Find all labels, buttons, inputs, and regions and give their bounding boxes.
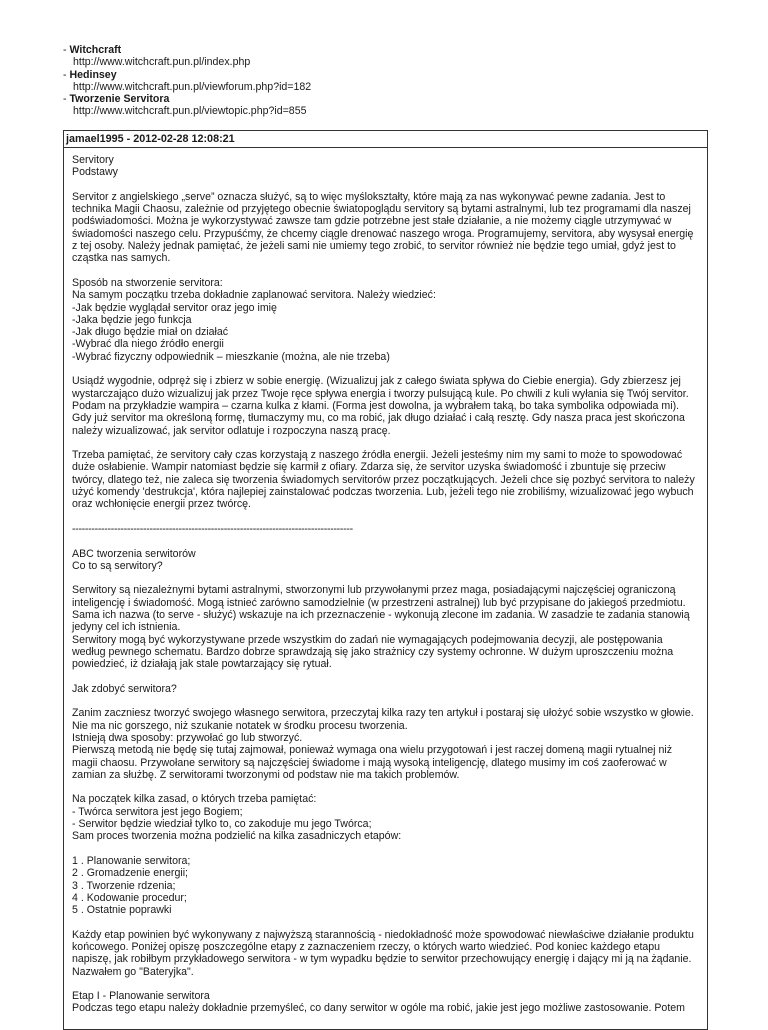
- breadcrumb-item: [63, 69, 703, 81]
- post-paragraph: Jak zdobyć serwitora?: [72, 682, 177, 695]
- breadcrumb-item: [63, 44, 703, 56]
- breadcrumb-title[interactable]: Tworzenie Servitora: [69, 93, 170, 106]
- breadcrumb-url[interactable]: http://www.witchcraft.pun.pl/viewtopic.php?id=855: [73, 105, 307, 118]
- post-paragraph: Trzeba pamiętać, że servitory cały czas korzystają z naszego źródła energii. Jeżeli jesteśmy nim my sami to może to spowodować duże osłabienie. Wampir natomiast będzie się karmił z ofiary. Zdarza się, że servitor uzyska świadomość i zbuntuje się przeciw twórcy, dlatego też, nie zaleca się tworzenia świadomych servitorów przez początkujących. Jeżeli chce się pozbyć servitora to należy użyć komendy 'destrukcja', która najlepiej zainstalować podczas tworzenia. Lub, jeżeli tego nie zrobiliśmy, wizualizować jego wybuch oraz wchłonięcie energii przez twórcę.: [72, 449, 695, 511]
- breadcrumb-url[interactable]: http://www.witchcraft.pun.pl/viewforum.php?id=182: [73, 80, 312, 93]
- post-paragraph: Zanim zaczniesz tworzyć swojego własnego serwitora, przeczytaj kilka razy ten artykuł i postaraj się ułożyć sobie wszystko w głowie. Nie ma nic gorszego, niż szukanie notatek w środku procesu tworzenia. Istnieją dwa sposoby: przywołać go lub stworzyć. Pierwszą metodą nie będę się tutaj zajmował, ponieważ wymaga ona wielu przygotowań i jest raczej domeną magii rytualnej niż magii chaosu. Przywołane serwitory są najczęściej świadome i mają wysoką inteligencję, dlatego musimy im coś zaoferować w zamian za służbę. Z serwitorami tworzonymi od podstaw nie ma takich problemów.: [72, 707, 694, 781]
- forum-post: [63, 130, 708, 1030]
- post-paragraph: Usiądź wygodnie, odpręż się i zbierz w sobie energię. (Wizualizuj jak z całego świata spływa do Ciebie energia). Gdy zbierzesz jej wystarczająco dużo wizualizuj jak przez Twoje ręce spływa energia i tworzy pulsującą kule. Po chwili z kuli wyłania się Twój servitor. Podam na przykładzie wampira – czarna kulka z kłami. (Forma jest dowolna, ja wybrałem taką, bo taka symbolika odpowiada mi). Gdy już servitor ma określoną formę, tłumaczymy mu, co ma robić, jak długo działać i całą resztę. Gdy nasza praca jest skończona należy wizualizować, jak servitor odlatuje i rozpoczyna naszą pracę.: [72, 375, 689, 437]
- post-paragraph: Etap I - Planowanie serwitora Podczas tego etapu należy dokładnie przemyśleć, co dany serwitor w ogóle ma robić, jakie jest jego możliwe zastosowanie. Potem: [72, 990, 685, 1015]
- post-paragraph: 1 . Planowanie serwitora; 2 . Gromadzenie energii; 3 . Tworzenie rdzenia; 4 . Kodowanie procedur; 5 . Ostatnie poprawki: [72, 854, 191, 917]
- breadcrumb-item: [63, 93, 703, 105]
- post-paragraph: Każdy etap powinien być wykonywany z najwyższą starannością - niedokładność może spowodować niewłaściwe działanie produktu końcowego. Poniżej opiszę poszczególne etapy z zaznaczeniem rzeczy, o których warto wiedzieć. Pod koniec każdego etapu napiszę, jak robiłbym przykładowego serwitora - w tym wypadku będzie to serwitor przechowujący energię i dający mi ją na żądanie. Nazwałem go "Bateryjka".: [72, 928, 694, 978]
- post-paragraph: Servitor z angielskiego „serve” oznacza służyć, są to więc myślokształty, które mają za nas wykonywać pewne zadania. Jest to technika Magii Chaosu, zależnie od przyjętego obecnie światopoglądu servitory są bytami astralnymi, lub tez programami dla naszej podświadomości. Można je wykorzystywać zawsze tam gdzie potrzebne jest stałe działanie, a nie możemy ciągle utrzymywać w świadomości naszego celu. Przypuśćmy, że chcemy ciągle drenować naszego wroga. Programujemy, servitora, aby wysysał energię z tej osoby. Należy jednak pamiętać, że jeżeli sami nie umiemy tego zrobić, to servitor również nie będzie tego umiał, gdyż jest to cząstka nas samych.: [72, 190, 694, 265]
- breadcrumb-prefix: -: [63, 93, 70, 106]
- divider-line: ---------------------------------------------------------------------------------------: [72, 522, 353, 535]
- post-paragraph: Na początek kilka zasad, o których trzeba pamiętać: - Twórca serwitora jest jego Bogiem; - Serwitor będzie wiedział tylko to, co zakoduje mu jego Twórca; Sam proces tworzenia można podzielić na kilka zasadniczych etapów:: [72, 793, 402, 843]
- post-header: jamael1995 - 2012-02-28 12:08:21: [64, 131, 707, 148]
- breadcrumb-prefix: -: [63, 44, 70, 56]
- post-paragraph: Sposób na stworzenie servitora: Na samym początku trzeba dokładnie zaplanować servitora. Należy wiedzieć: -Jak będzie wyglądał servitor oraz jego imię -Jaka będzie jego funkcja -Jak długo będzie miał on działać -Wybrać dla niego źródło energii -Wybrać fizyczny odpowiednik – mieszkanie (można, ale nie trzeba): [72, 276, 436, 363]
- breadcrumb-title[interactable]: Witchcraft: [69, 44, 122, 56]
- breadcrumb-title[interactable]: Hedinsey: [69, 68, 117, 81]
- post-paragraph: Serwitory są niezależnymi bytami astralnymi, stworzonymi lub przywołanymi przez maga, posiadającymi najczęściej ograniczoną inteligencję i świadomość. Mogą istnieć zarówno samodzielnie (w przestrzeni astralnej) lub być przypisane do jakiegoś przedmiotu. Sama ich nazwa (to serve - służyć) wskazuje na ich przeznaczenie - wykonują zlecone im zadania. W zasadzie te zadania stanowią jedyny cel ich istnienia. Serwitory mogą być wykorzystywane przede wszystkim do zadań nie wymagających podejmowania decyzji, ale postępowania według pewnego schematu. Bardzo dobrze sprawdzają się jako strażnicy czy systemy ochronne. W dużym uproszczeniu można powiedzieć, iż działają jak stale powtarzający się rytuał.: [72, 584, 690, 671]
- post-paragraph: ABC tworzenia serwitorów Co to są serwitory?: [72, 547, 196, 572]
- breadcrumb: [63, 44, 703, 118]
- breadcrumb-prefix: -: [63, 68, 70, 81]
- breadcrumb-url[interactable]: http://www.witchcraft.pun.pl/index.php: [73, 56, 251, 69]
- post-body: [64, 148, 707, 1015]
- post-paragraph: Servitory Podstawy: [72, 154, 118, 179]
